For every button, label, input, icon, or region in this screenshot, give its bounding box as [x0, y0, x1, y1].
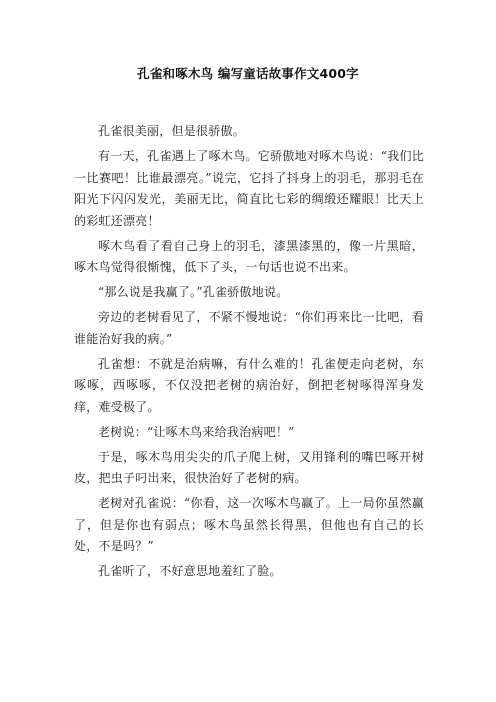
paragraph: 老树说：“让啄木鸟来给我治病吧！”: [98, 424, 295, 439]
paragraph: 于是，啄木鸟用尖尖的爪子爬上树，又用锋利的嘴巴啄开树皮，把虫子叼出来，很快治好了老树的病。: [74, 449, 424, 485]
paragraph: “那么说是我赢了。”孔雀骄傲地说。: [98, 285, 289, 299]
paragraph: 有一天，孔雀遇上了啄木鸟。它骄傲地对啄木鸟说：“我们比一比赛吧！比谁最漂亮。”说完，它抖了抖身上的羽毛，那羽毛在阳光下闪闪发光，美丽无比，简直比七彩的绸缎还耀眼！比天上的彩虹还漂亮！: [74, 149, 424, 228]
paragraph: 啄木鸟看了看自己身上的羽毛，漆黑漆黑的，像一片黑暗，啄木鸟觉得很惭愧，低下了头，一句话也说不出来。: [74, 238, 424, 274]
paragraph: 孔雀很美丽，但是很骄傲。: [98, 124, 246, 138]
document-body: [74, 121, 424, 583]
paragraph: 老树对孔雀说：“你看，这一次啄木鸟赢了。上一局你虽然赢了，但是你也有弱点；啄木鸟虽然长得黑，但他也有自己的长处，不是吗？”: [74, 496, 424, 553]
paragraph: 旁边的老树看见了，不紧不慢地说：“你们再来比一比吧，看谁能治好我的病。”: [74, 310, 424, 346]
paragraph: 孔雀想：不就是治病嘛，有什么难的！孔雀便走向老树，东啄啄，西啄啄，不仅没把老树的病治好，倒把老树啄得浑身发痒，难受极了。: [74, 356, 424, 414]
paragraph: 孔雀听了，不好意思地羞红了脸。: [98, 564, 282, 578]
document-title: 孔雀和啄木鸟 编写童话故事作文400字: [137, 66, 359, 81]
